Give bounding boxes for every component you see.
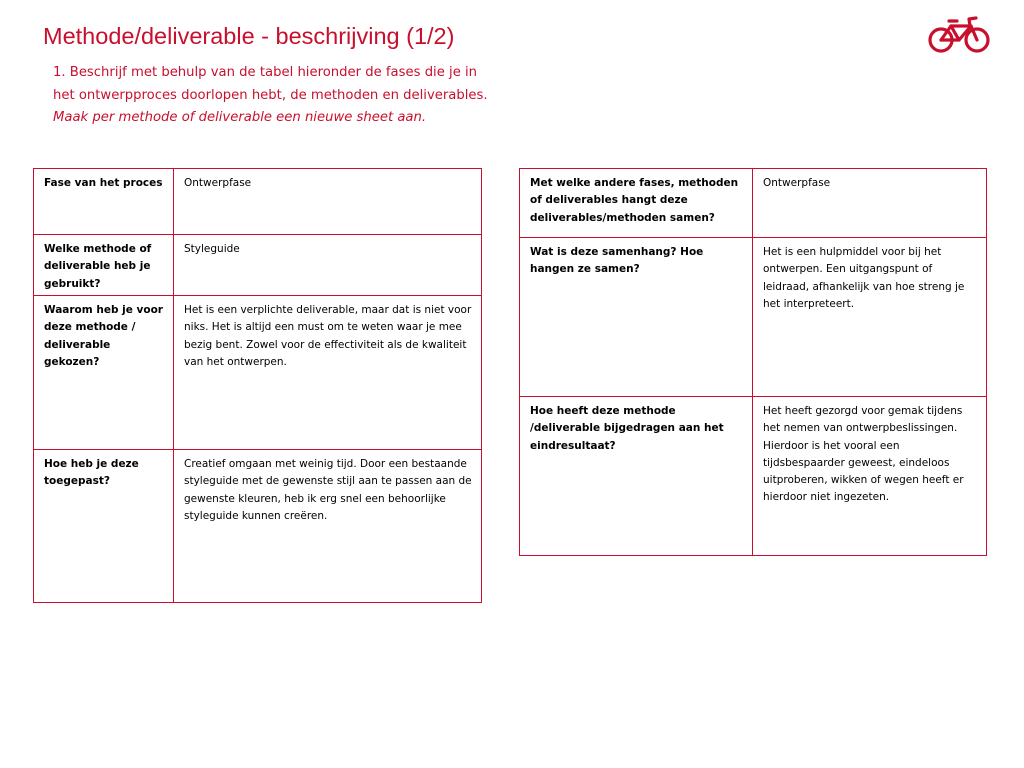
- question-cell: Hoe heeft deze methode /deliverable bijgedragen aan het eindresultaat?: [520, 397, 753, 556]
- table-row: [34, 169, 482, 235]
- question-cell: Welke methode of deliverable heb je gebruikt?: [34, 235, 174, 296]
- slide-title: Methode/deliverable - beschrijving (1/2): [43, 23, 455, 49]
- table-row: [34, 450, 482, 603]
- relations-table: [519, 168, 987, 556]
- answer-cell: Het heeft gezorgd voor gemak tijdens het nemen van ontwerpbeslissingen. Hierdoor is het vooral een tijdsbespaarder geweest, eindeloos uitproberen, wikken of wegen heeft er hierdoor niet ingezeten.: [753, 397, 987, 556]
- answer-cell: Ontwerpfase: [174, 169, 482, 235]
- instruction-main: 1. Beschrijf met behulp van de tabel hieronder de fases die je in het ontwerpproces doorlopen hebt, de methoden en deliverables.: [53, 65, 488, 103]
- instruction-text: [53, 62, 498, 130]
- question-cell: Fase van het proces: [34, 169, 174, 235]
- table-row: [520, 169, 987, 238]
- question-cell: Hoe heb je deze toegepast?: [34, 450, 174, 603]
- table-row: [34, 296, 482, 450]
- answer-cell: Styleguide: [174, 235, 482, 296]
- process-table: [33, 168, 482, 603]
- question-cell: Met welke andere fases, methoden of deliverables hangt deze deliverables/methoden samen?: [520, 169, 753, 238]
- bicycle-icon: [926, 14, 992, 54]
- table-row: [520, 238, 987, 397]
- answer-cell: Creatief omgaan met weinig tijd. Door een bestaande styleguide met de gewenste stijl aan te passen aan de gewenste kleuren, heb ik erg snel een behoorlijke styleguide kunnen creëren.: [174, 450, 482, 603]
- answer-cell: Het is een verplichte deliverable, maar dat is niet voor niks. Het is altijd een must om te weten waar je mee bezig bent. Zowel voor de effectiviteit als de kwaliteit van het ontwerpen.: [174, 296, 482, 450]
- answer-cell: Het is een hulpmiddel voor bij het ontwerpen. Een uitgangspunt of leidraad, afhankelijk van hoe streng je het interpreteert.: [753, 238, 987, 397]
- table-row: [34, 235, 482, 296]
- instruction-italic: Maak per methode of deliverable een nieuwe sheet aan.: [53, 110, 427, 126]
- question-cell: Wat is deze samenhang? Hoe hangen ze samen?: [520, 238, 753, 397]
- question-cell: Waarom heb je voor deze methode / deliverable gekozen?: [34, 296, 174, 450]
- answer-cell: Ontwerpfase: [753, 169, 987, 238]
- table-row: [520, 397, 987, 556]
